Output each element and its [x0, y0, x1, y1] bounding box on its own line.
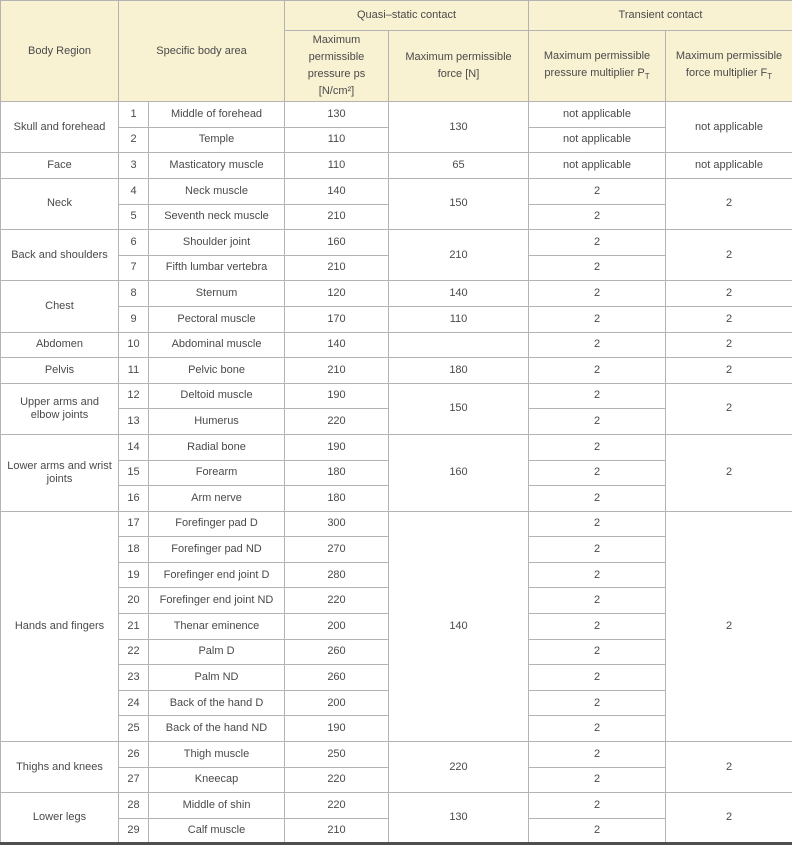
body-area-cell: Middle of forehead: [149, 102, 285, 128]
table-row: [1, 230, 792, 256]
body-area-cell: Sternum: [149, 281, 285, 307]
force-cell: 160: [389, 434, 529, 511]
body-area-cell: Temple: [149, 127, 285, 153]
force-multiplier-cell: 2: [666, 178, 792, 229]
table-row: [1, 434, 792, 460]
table-row: [1, 358, 792, 384]
force-multiplier-cell: not applicable: [666, 102, 792, 153]
row-number-cell: 29: [119, 818, 149, 844]
force-multiplier-cell: 2: [666, 742, 792, 793]
row-number-cell: 23: [119, 665, 149, 691]
pressure-cell: 170: [285, 306, 389, 332]
force-cell: 180: [389, 358, 529, 384]
pressure-cell: 190: [285, 383, 389, 409]
region-cell: Lower legs: [1, 793, 119, 844]
header-max-pressure: Maximum permissible pressure ps [N/cm²]: [285, 31, 389, 102]
row-number-cell: 2: [119, 127, 149, 153]
pressure-cell: 110: [285, 127, 389, 153]
pressure-cell: 140: [285, 332, 389, 358]
row-number-cell: 15: [119, 460, 149, 486]
force-cell: 210: [389, 230, 529, 281]
pressure-cell: 200: [285, 614, 389, 640]
pressure-multiplier-cell: 2: [529, 409, 666, 435]
row-number-cell: 18: [119, 537, 149, 563]
pressure-cell: 140: [285, 178, 389, 204]
pressure-cell: 120: [285, 281, 389, 307]
row-number-cell: 17: [119, 511, 149, 537]
body-area-cell: Calf muscle: [149, 818, 285, 844]
body-area-cell: Back of the hand D: [149, 690, 285, 716]
pressure-cell: 260: [285, 665, 389, 691]
body-area-cell: Radial bone: [149, 434, 285, 460]
pressure-multiplier-cell: 2: [529, 255, 666, 281]
table-row: [1, 281, 792, 307]
body-area-cell: Forefinger end joint D: [149, 562, 285, 588]
header-force-multiplier: [666, 31, 792, 102]
body-area-cell: Kneecap: [149, 767, 285, 793]
force-cell: 150: [389, 383, 529, 434]
table-row: [1, 511, 792, 537]
body-area-cell: Thenar eminence: [149, 614, 285, 640]
pressure-multiplier-cell: 2: [529, 204, 666, 230]
pressure-multiplier-cell: 2: [529, 434, 666, 460]
table-row: [1, 332, 792, 358]
force-cell: 140: [389, 511, 529, 741]
body-area-cell: Seventh neck muscle: [149, 204, 285, 230]
pressure-cell: 210: [285, 255, 389, 281]
pressure-multiplier-cell: 2: [529, 588, 666, 614]
pressure-cell: 110: [285, 153, 389, 179]
row-number-cell: 24: [119, 690, 149, 716]
table-row: [1, 742, 792, 768]
force-cell: 130: [389, 793, 529, 844]
pressure-cell: 250: [285, 742, 389, 768]
header-quasi-static-contact: Quasi–static contact: [285, 1, 529, 31]
force-multiplier-cell: 2: [666, 434, 792, 511]
row-number-cell: 26: [119, 742, 149, 768]
pressure-cell: 220: [285, 793, 389, 819]
row-number-cell: 8: [119, 281, 149, 307]
body-area-cell: Arm nerve: [149, 486, 285, 512]
force-multiplier-cell: 2: [666, 793, 792, 844]
header-body-region: Body Region: [1, 1, 119, 102]
pressure-multiplier-cell: not applicable: [529, 153, 666, 179]
table-row: [1, 153, 792, 179]
body-area-cell: Forearm: [149, 460, 285, 486]
region-cell: Thighs and knees: [1, 742, 119, 793]
force-cell: 130: [389, 102, 529, 153]
pressure-multiplier-cell: 2: [529, 460, 666, 486]
force-multiplier-subscript: T: [767, 72, 773, 82]
region-cell: Back and shoulders: [1, 230, 119, 281]
region-cell: Upper arms and elbow joints: [1, 383, 119, 434]
body-area-cell: Back of the hand ND: [149, 716, 285, 742]
force-cell: 220: [389, 742, 529, 793]
pressure-cell: 270: [285, 537, 389, 563]
body-area-cell: Deltoid muscle: [149, 383, 285, 409]
pressure-multiplier-cell: not applicable: [529, 127, 666, 153]
pressure-multiplier-cell: 2: [529, 639, 666, 665]
pressure-cell: 220: [285, 409, 389, 435]
table-row: [1, 793, 792, 819]
body-area-cell: Middle of shin: [149, 793, 285, 819]
region-cell: Pelvis: [1, 358, 119, 384]
force-cell: 65: [389, 153, 529, 179]
row-number-cell: 1: [119, 102, 149, 128]
pressure-multiplier-cell: 2: [529, 818, 666, 844]
pressure-multiplier-cell: 2: [529, 742, 666, 768]
pressure-multiplier-cell: 2: [529, 537, 666, 563]
pressure-multiplier-cell: 2: [529, 562, 666, 588]
region-cell: Neck: [1, 178, 119, 229]
pressure-cell: 160: [285, 230, 389, 256]
force-multiplier-cell: 2: [666, 230, 792, 281]
pressure-multiplier-cell: 2: [529, 230, 666, 256]
row-number-cell: 14: [119, 434, 149, 460]
pressure-cell: 210: [285, 358, 389, 384]
force-multiplier-cell: 2: [666, 332, 792, 358]
header-pressure-multiplier-label: Maximum permissible pressure multiplier P: [543, 50, 651, 80]
body-area-cell: Forefinger pad ND: [149, 537, 285, 563]
row-number-cell: 3: [119, 153, 149, 179]
pressure-cell: 220: [285, 767, 389, 793]
row-number-cell: 28: [119, 793, 149, 819]
row-number-cell: 22: [119, 639, 149, 665]
region-cell: Chest: [1, 281, 119, 332]
pressure-cell: 210: [285, 204, 389, 230]
row-number-cell: 25: [119, 716, 149, 742]
header-max-force: Maximum permissible force [N]: [389, 31, 529, 102]
pressure-cell: 130: [285, 102, 389, 128]
pressure-cell: 210: [285, 818, 389, 844]
region-cell: Abdomen: [1, 332, 119, 358]
pressure-multiplier-cell: 2: [529, 767, 666, 793]
row-number-cell: 4: [119, 178, 149, 204]
row-number-cell: 5: [119, 204, 149, 230]
row-number-cell: 9: [119, 306, 149, 332]
pressure-multiplier-cell: 2: [529, 486, 666, 512]
pressure-cell: 190: [285, 434, 389, 460]
table-row: [1, 383, 792, 409]
body-area-cell: Forefinger pad D: [149, 511, 285, 537]
pressure-cell: 180: [285, 486, 389, 512]
force-multiplier-cell: 2: [666, 306, 792, 332]
row-number-cell: 11: [119, 358, 149, 384]
row-number-cell: 16: [119, 486, 149, 512]
force-multiplier-cell: not applicable: [666, 153, 792, 179]
pressure-multiplier-cell: 2: [529, 793, 666, 819]
pressure-multiplier-cell: 2: [529, 306, 666, 332]
pressure-multiplier-cell: 2: [529, 716, 666, 742]
pressure-multiplier-cell: 2: [529, 511, 666, 537]
pressure-cell: 190: [285, 716, 389, 742]
body-area-cell: Humerus: [149, 409, 285, 435]
force-cell: 140: [389, 281, 529, 307]
pressure-multiplier-cell: 2: [529, 332, 666, 358]
pressure-multiplier-cell: 2: [529, 614, 666, 640]
header-specific-body-area: Specific body area: [119, 1, 285, 102]
force-multiplier-cell: 2: [666, 358, 792, 384]
header-pressure-multiplier: [529, 31, 666, 102]
header-transient-contact: Transient contact: [529, 1, 792, 31]
region-cell: Face: [1, 153, 119, 179]
row-number-cell: 21: [119, 614, 149, 640]
row-number-cell: 27: [119, 767, 149, 793]
row-number-cell: 12: [119, 383, 149, 409]
row-number-cell: 6: [119, 230, 149, 256]
pressure-cell: 220: [285, 588, 389, 614]
pressure-multiplier-cell: 2: [529, 690, 666, 716]
pressure-multiplier-subscript: T: [644, 72, 650, 82]
region-cell: Lower arms and wrist joints: [1, 434, 119, 511]
row-number-cell: 10: [119, 332, 149, 358]
region-cell: Skull and forehead: [1, 102, 119, 153]
force-cell: 150: [389, 178, 529, 229]
pressure-multiplier-cell: not applicable: [529, 102, 666, 128]
body-area-cell: Thigh muscle: [149, 742, 285, 768]
force-cell: 110: [389, 306, 529, 332]
region-cell: Hands and fingers: [1, 511, 119, 741]
table-row: [1, 102, 792, 128]
body-area-cell: Masticatory muscle: [149, 153, 285, 179]
pressure-cell: 200: [285, 690, 389, 716]
pressure-cell: 300: [285, 511, 389, 537]
body-area-cell: Shoulder joint: [149, 230, 285, 256]
body-area-cell: Palm D: [149, 639, 285, 665]
pressure-multiplier-cell: 2: [529, 665, 666, 691]
pressure-cell: 180: [285, 460, 389, 486]
body-area-cell: Palm ND: [149, 665, 285, 691]
pressure-multiplier-cell: 2: [529, 383, 666, 409]
pressure-multiplier-cell: 2: [529, 281, 666, 307]
force-cell: [389, 332, 529, 358]
row-number-cell: 7: [119, 255, 149, 281]
pressure-multiplier-cell: 2: [529, 358, 666, 384]
pressure-multiplier-cell: 2: [529, 178, 666, 204]
row-number-cell: 19: [119, 562, 149, 588]
body-area-cell: Fifth lumbar vertebra: [149, 255, 285, 281]
pressure-cell: 280: [285, 562, 389, 588]
body-area-cell: Pelvic bone: [149, 358, 285, 384]
force-multiplier-cell: 2: [666, 511, 792, 741]
table-header: [1, 1, 792, 102]
force-multiplier-cell: 2: [666, 281, 792, 307]
body-area-cell: Pectoral muscle: [149, 306, 285, 332]
force-multiplier-cell: 2: [666, 383, 792, 434]
table-row: [1, 178, 792, 204]
body-area-cell: Abdominal muscle: [149, 332, 285, 358]
row-number-cell: 13: [119, 409, 149, 435]
row-number-cell: 20: [119, 588, 149, 614]
table-row: [1, 306, 792, 332]
table-body: [1, 102, 792, 844]
header-force-multiplier-label: Maximum permissible force multiplier F: [675, 50, 783, 80]
header-group-row: [1, 1, 792, 31]
body-area-cell: Neck muscle: [149, 178, 285, 204]
pressure-cell: 260: [285, 639, 389, 665]
body-area-cell: Forefinger end joint ND: [149, 588, 285, 614]
